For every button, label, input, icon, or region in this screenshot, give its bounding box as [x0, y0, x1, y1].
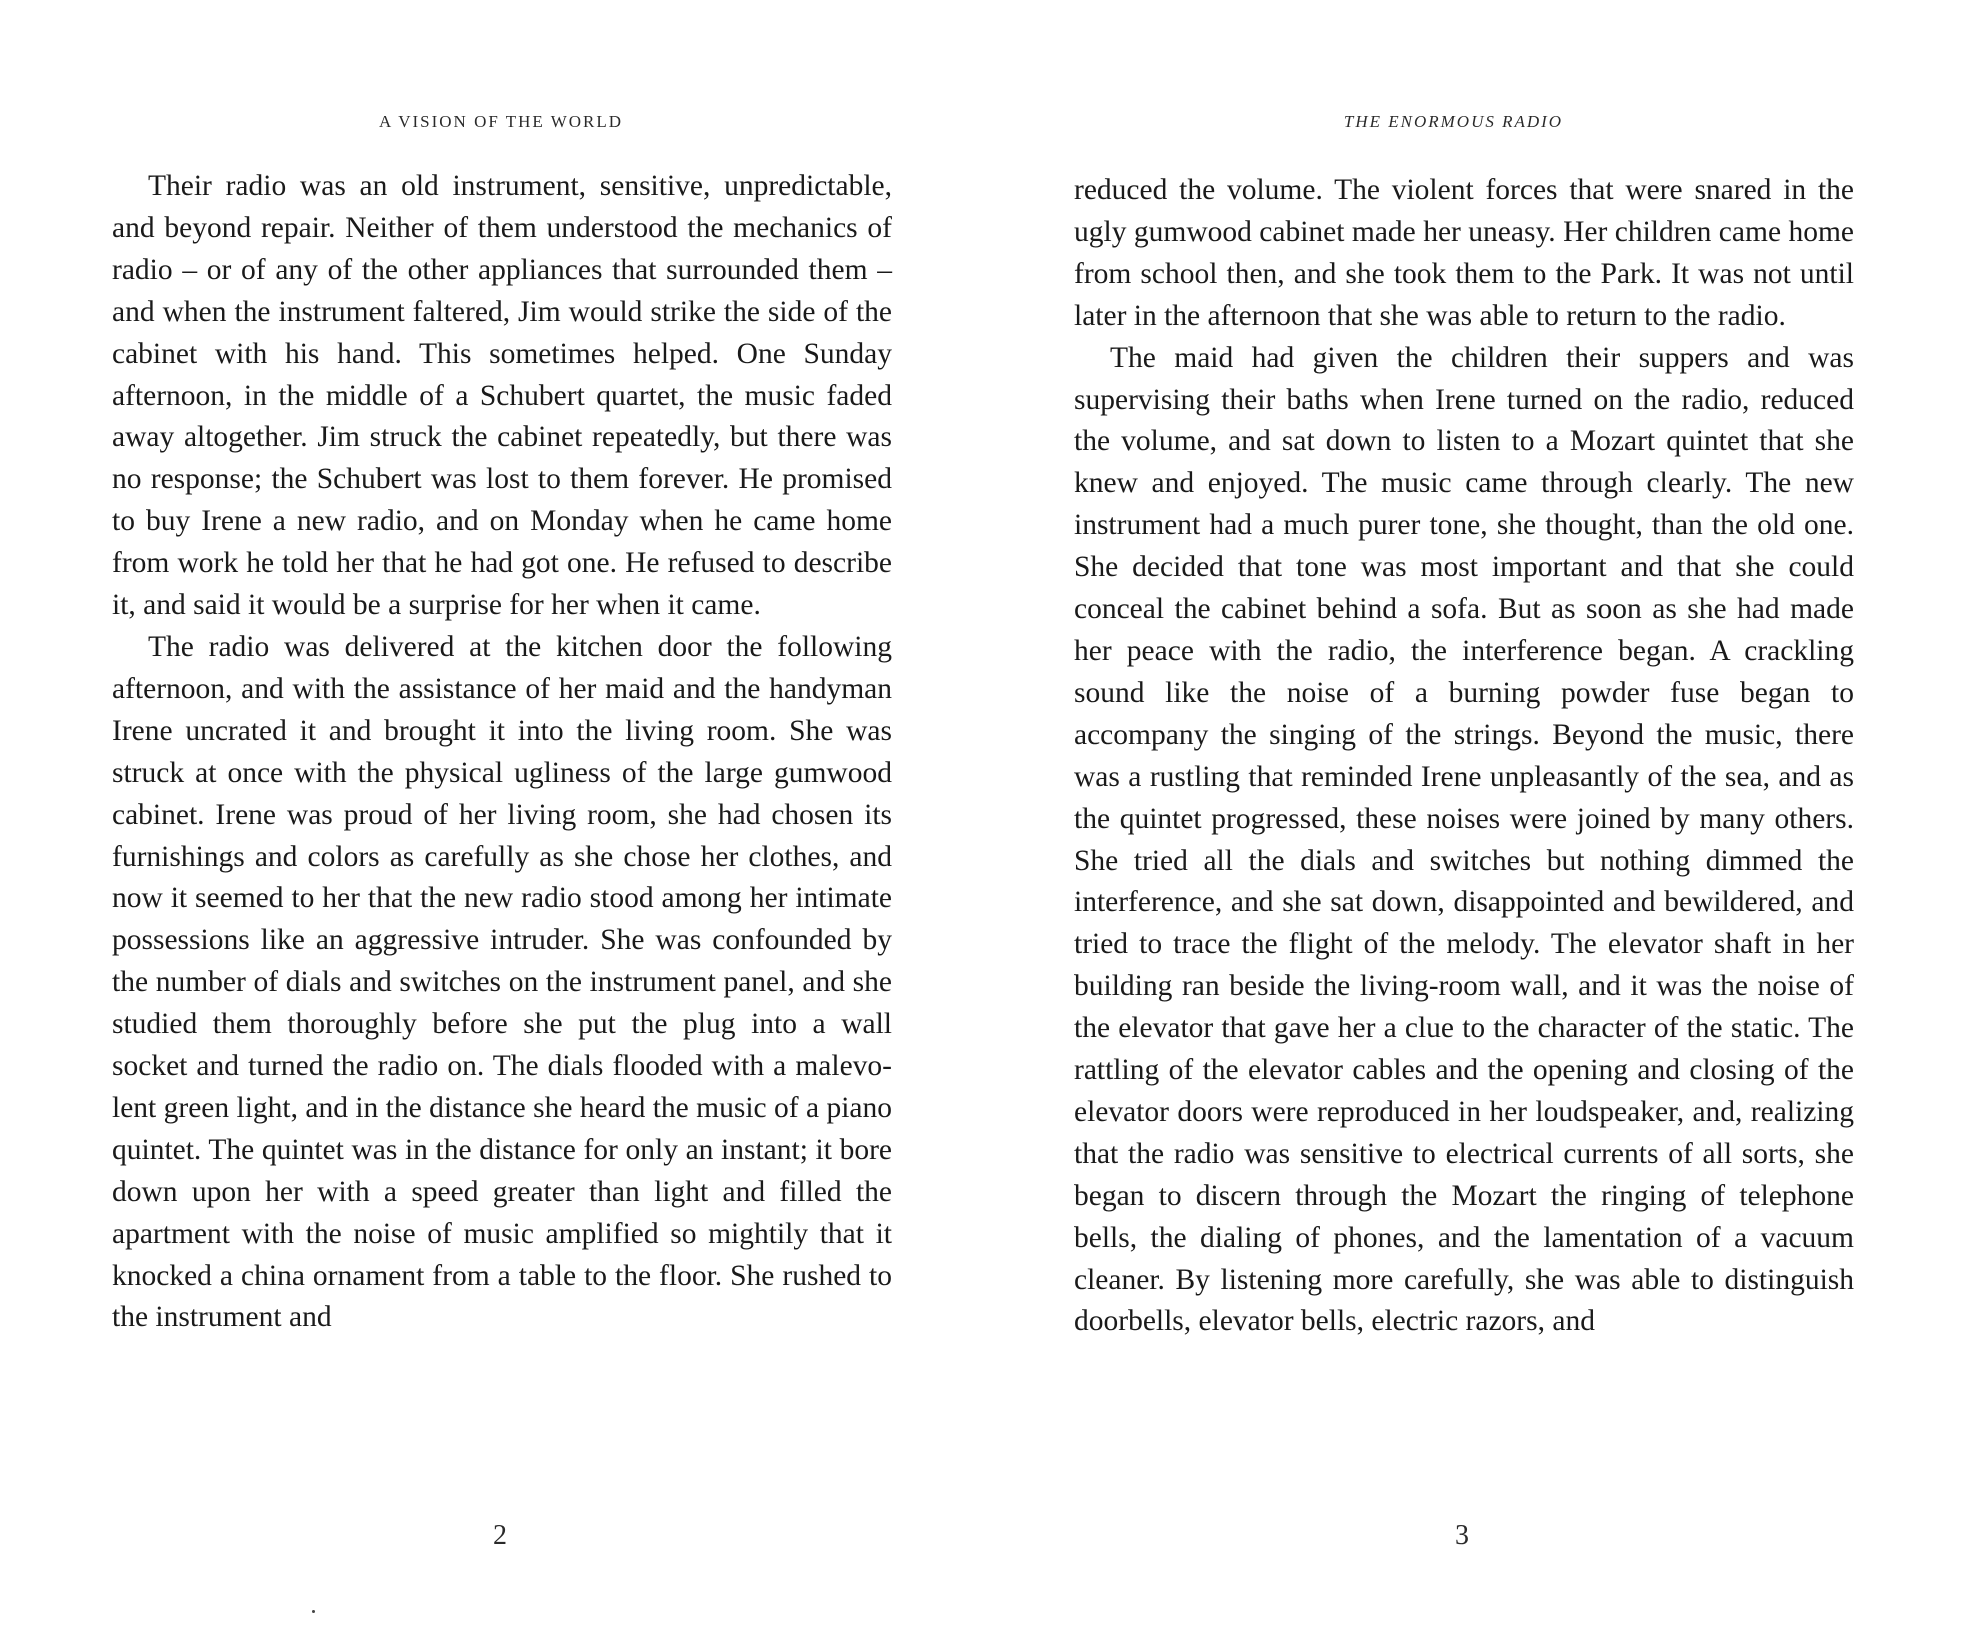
page-number-left: 2: [493, 1520, 507, 1551]
running-head-left: A VISION OF THE WORLD: [378, 112, 624, 131]
page-number-right: 3: [1455, 1520, 1469, 1551]
paragraph: Their radio was an old instrument, sensitive, unpredictable, and beyond repair. Neither of them understood the mechanics of radio – or of any of the other appliances that surrounded them – and when the instrument faltered, Jim would strike the side of the cabinet with his hand. This sometimes helped. One Sunday afternoon, in the middle of a Schubert quartet, the music faded away altogether. Jim struck the cabinet repeatedly, but there was no response; the Schubert was lost to them forever. He promised to buy Irene a new radio, and on Monday when he came home from work he told her that he had got one. He refused to describe it, and said it would be a surprise for her when it came.: [112, 170, 892, 622]
paragraph: The radio was delivered at the kitchen door the following afternoon, and with the assistance of her maid and the handyman Irene uncrated it and brought it into the living room. She was struck at once with the physical ugliness of the large gumwood cabinet. Irene was proud of her living room, she had chosen its furnishings and colors as carefully as she chose her clothes, and now it seemed to her that the new radio stood among her intimate possessions like an aggressive intruder. She was confounded by the number of dials and switches on the instrument panel, and she studied them thoroughly before she put the plug into a wall socket and turned the radio on. The dials flooded with a malevolent green light, and in the distance she heard the music of a piano quintet. The quintet was in the distance for only an instant; it bore down upon her with a speed greater than light and filled the apartment with the noise of music amplified so mightily that it knocked a china ornament from a table to the floor. She rushed to the instrument and: [112, 630, 892, 1334]
running-head-right: THE ENORMOUS RADIO: [1343, 112, 1564, 131]
right-page: [982, 0, 1965, 1649]
right-text-block: [1074, 170, 1854, 1343]
ink-speck: [312, 1610, 315, 1613]
left-page: [0, 0, 982, 1649]
paragraph: The maid had given the children their suppers and was supervising their baths when Irene turned on the radio, reduced the volume, and sat down to listen to a Mozart quintet that she knew and enjoyed. The music came through clearly. The new instrument had a much purer tone, she thought, than the old one. She decided that tone was most important and that she could conceal the cabinet behind a sofa. But as soon as she had made her peace with the radio, the interference began. A crackling sound like the noise of a burning powder fuse began to accompany the singing of the strings. Beyond the music, there was a rustling that reminded Irene unpleasantly of the sea, and as the quintet progressed, these noises were joined by many others. She tried all the dials and switches but nothing dimmed the interference, and she sat down, disappointed and bewildered, and tried to trace the flight of the melody. The elevator shaft in her building ran beside the living-room wall, and it was the noise of the elevator that gave her a clue to the character of the static. The rattling of the elevator cables and the opening and closing of the elevator doors were reproduced in her loudspeaker, and, realizing that the radio was sensitive to electrical currents of all sorts, she began to discern through the Mozart the ringing of telephone bells, the dialing of phones, and the lamentation of a vacuum cleaner. By listening more carefully, she was able to distinguish doorbells, elevator bells, electric razors, and: [1074, 341, 1854, 1338]
paragraph: reduced the volume. The violent forces that were snared in the ugly gumwood cabinet made her uneasy. Her children came home from school then, and she took them to the Park. It was not until later in the afternoon that she was able to return to the radio.: [1074, 174, 1854, 332]
left-text-block: [112, 166, 892, 1339]
